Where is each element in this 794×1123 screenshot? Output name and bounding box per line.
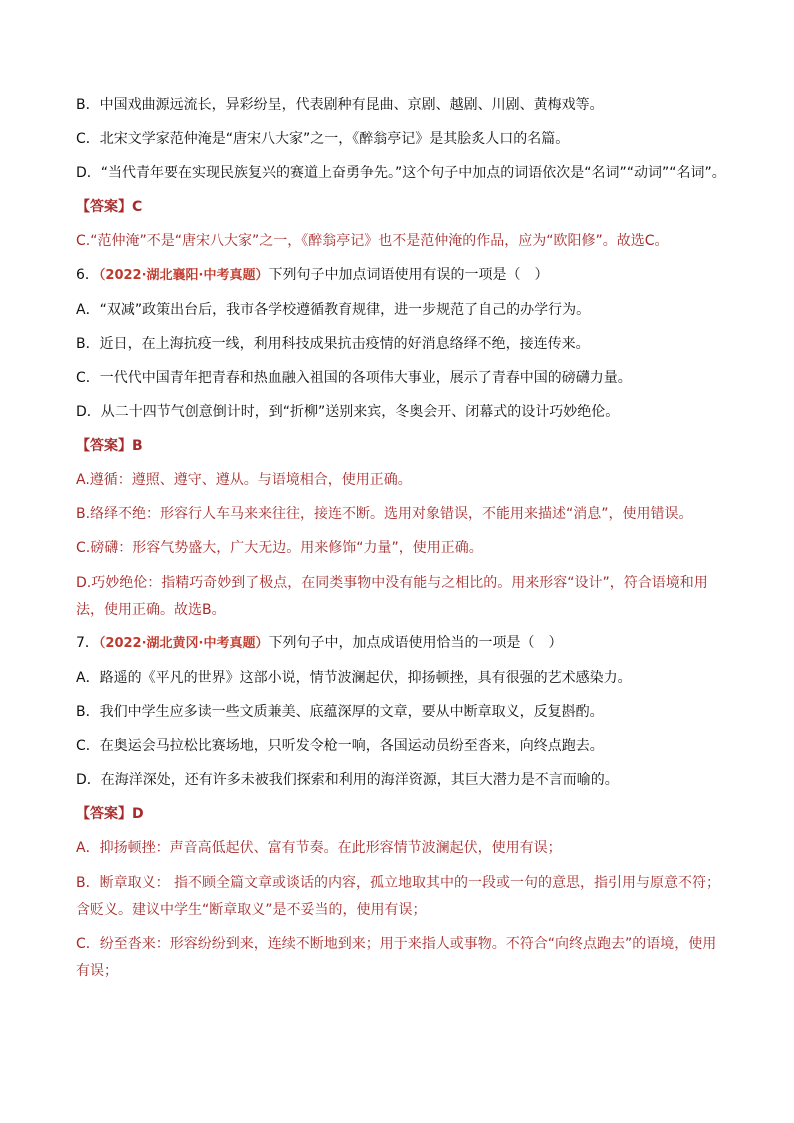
question-7 bbox=[76, 631, 726, 656]
document-page bbox=[76, 93, 726, 992]
option-c: C．一代代中国青年把青春和热血融入祖国的各项伟大事业，展示了青春中国的磅礴力量。 bbox=[76, 370, 632, 386]
option-c: C．北宋文学家范仲淹是“唐宋八大家”之一，《醉翁亭记》是其脍炙人口的名篇。 bbox=[76, 131, 570, 147]
option-c: C．在奥运会马拉松比赛场地，只听发令枪一响，各国运动员纷至沓来，向终点跑去。 bbox=[76, 738, 604, 754]
answer-label: 【答案】D bbox=[76, 806, 144, 822]
question-stem: 下列句子中，加点成语使用恰当的一项是（ ） bbox=[268, 635, 563, 651]
explanation: C.“范仲淹”不是“唐宋八大家”之一，《醉翁亭记》也不是范仲淹的作品，应为“欧阳修”。故选C。 bbox=[76, 233, 669, 249]
question-6 bbox=[76, 263, 726, 288]
option-b: B．我们中学生应多读一些文质兼美、底蕴深厚的文章，要从中断章取义，反复斟酌。 bbox=[76, 704, 604, 720]
question-number: 6． bbox=[76, 267, 99, 283]
question-source: （2022·湖北襄阳·中考真题） bbox=[98, 268, 269, 283]
explanation-c: C．纷至沓来：形容纷纷到来，连续不断地到来；用于来指人或事物。不符合“向终点跑去”的语境，使用有误； bbox=[76, 936, 717, 979]
option-d: D．从二十四节气创意倒计时，到“折柳”送别来宾，冬奥会开、闭幕式的设计巧妙绝伦。 bbox=[76, 404, 620, 420]
answer-label: 【答案】C bbox=[76, 199, 143, 215]
question-number: 7． bbox=[76, 635, 99, 651]
explanation-a: A．抑扬顿挫：声音高低起伏、富有节奏。在此形容情节波澜起伏，使用有误； bbox=[76, 840, 562, 856]
explanation-b: B．断章取义： 指不顾全篇文章或谈话的内容，孤立地取其中的一段或一句的意思，指引用与原意不符；含贬义。建议中学生“断章取义”是不妥当的，使用有误； bbox=[76, 875, 721, 918]
option-b: B．中国戏曲源远流长，异彩纷呈，代表剧种有昆曲、京剧、越剧、川剧、黄梅戏等。 bbox=[76, 97, 604, 113]
question-stem: 下列句子中加点词语使用有误的一项是（ ） bbox=[268, 267, 549, 283]
explanation-b: B.络绎不绝：形容行人车马来来往往，接连不断。选用对象错误，不能用来描述“消息”，使用错误。 bbox=[76, 506, 693, 522]
explanation-d: D.巧妙绝伦：指精巧奇妙到了极点，在同类事物中没有能与之相比的。用来形容“设计”，符合语境和用法，使用正确。故选B。 bbox=[76, 575, 708, 618]
option-d: D．在海洋深处，还有许多未被我们探索和利用的海洋资源，其巨大潜力是不言而喻的。 bbox=[76, 772, 619, 788]
option-a: A．“双减”政策出台后，我市各学校遵循教育规律，进一步规范了自己的办学行为。 bbox=[76, 302, 591, 318]
option-b: B．近日，在上海抗疫一线，利用科技成果抗击疫情的好消息络绎不绝，接连传来。 bbox=[76, 336, 590, 352]
answer-label: 【答案】B bbox=[76, 438, 143, 454]
explanation-a: A.遵循：遵照、遵守、遵从。与语境相合，使用正确。 bbox=[76, 472, 412, 488]
explanation-c: C.磅礴：形容气势盛大，广大无边。用来修饰“力量”，使用正确。 bbox=[76, 540, 483, 556]
option-a: A．路遥的《平凡的世界》这部小说，情节波澜起伏，抑扬顿挫，具有很强的艺术感染力。 bbox=[76, 670, 632, 686]
option-d: D．“当代青年要在实现民族复兴的赛道上奋勇争先。”这个句子中加点的词语依次是“名词”“动词”“名词”。 bbox=[76, 165, 726, 181]
question-source: （2022·湖北黄冈·中考真题） bbox=[98, 636, 269, 651]
